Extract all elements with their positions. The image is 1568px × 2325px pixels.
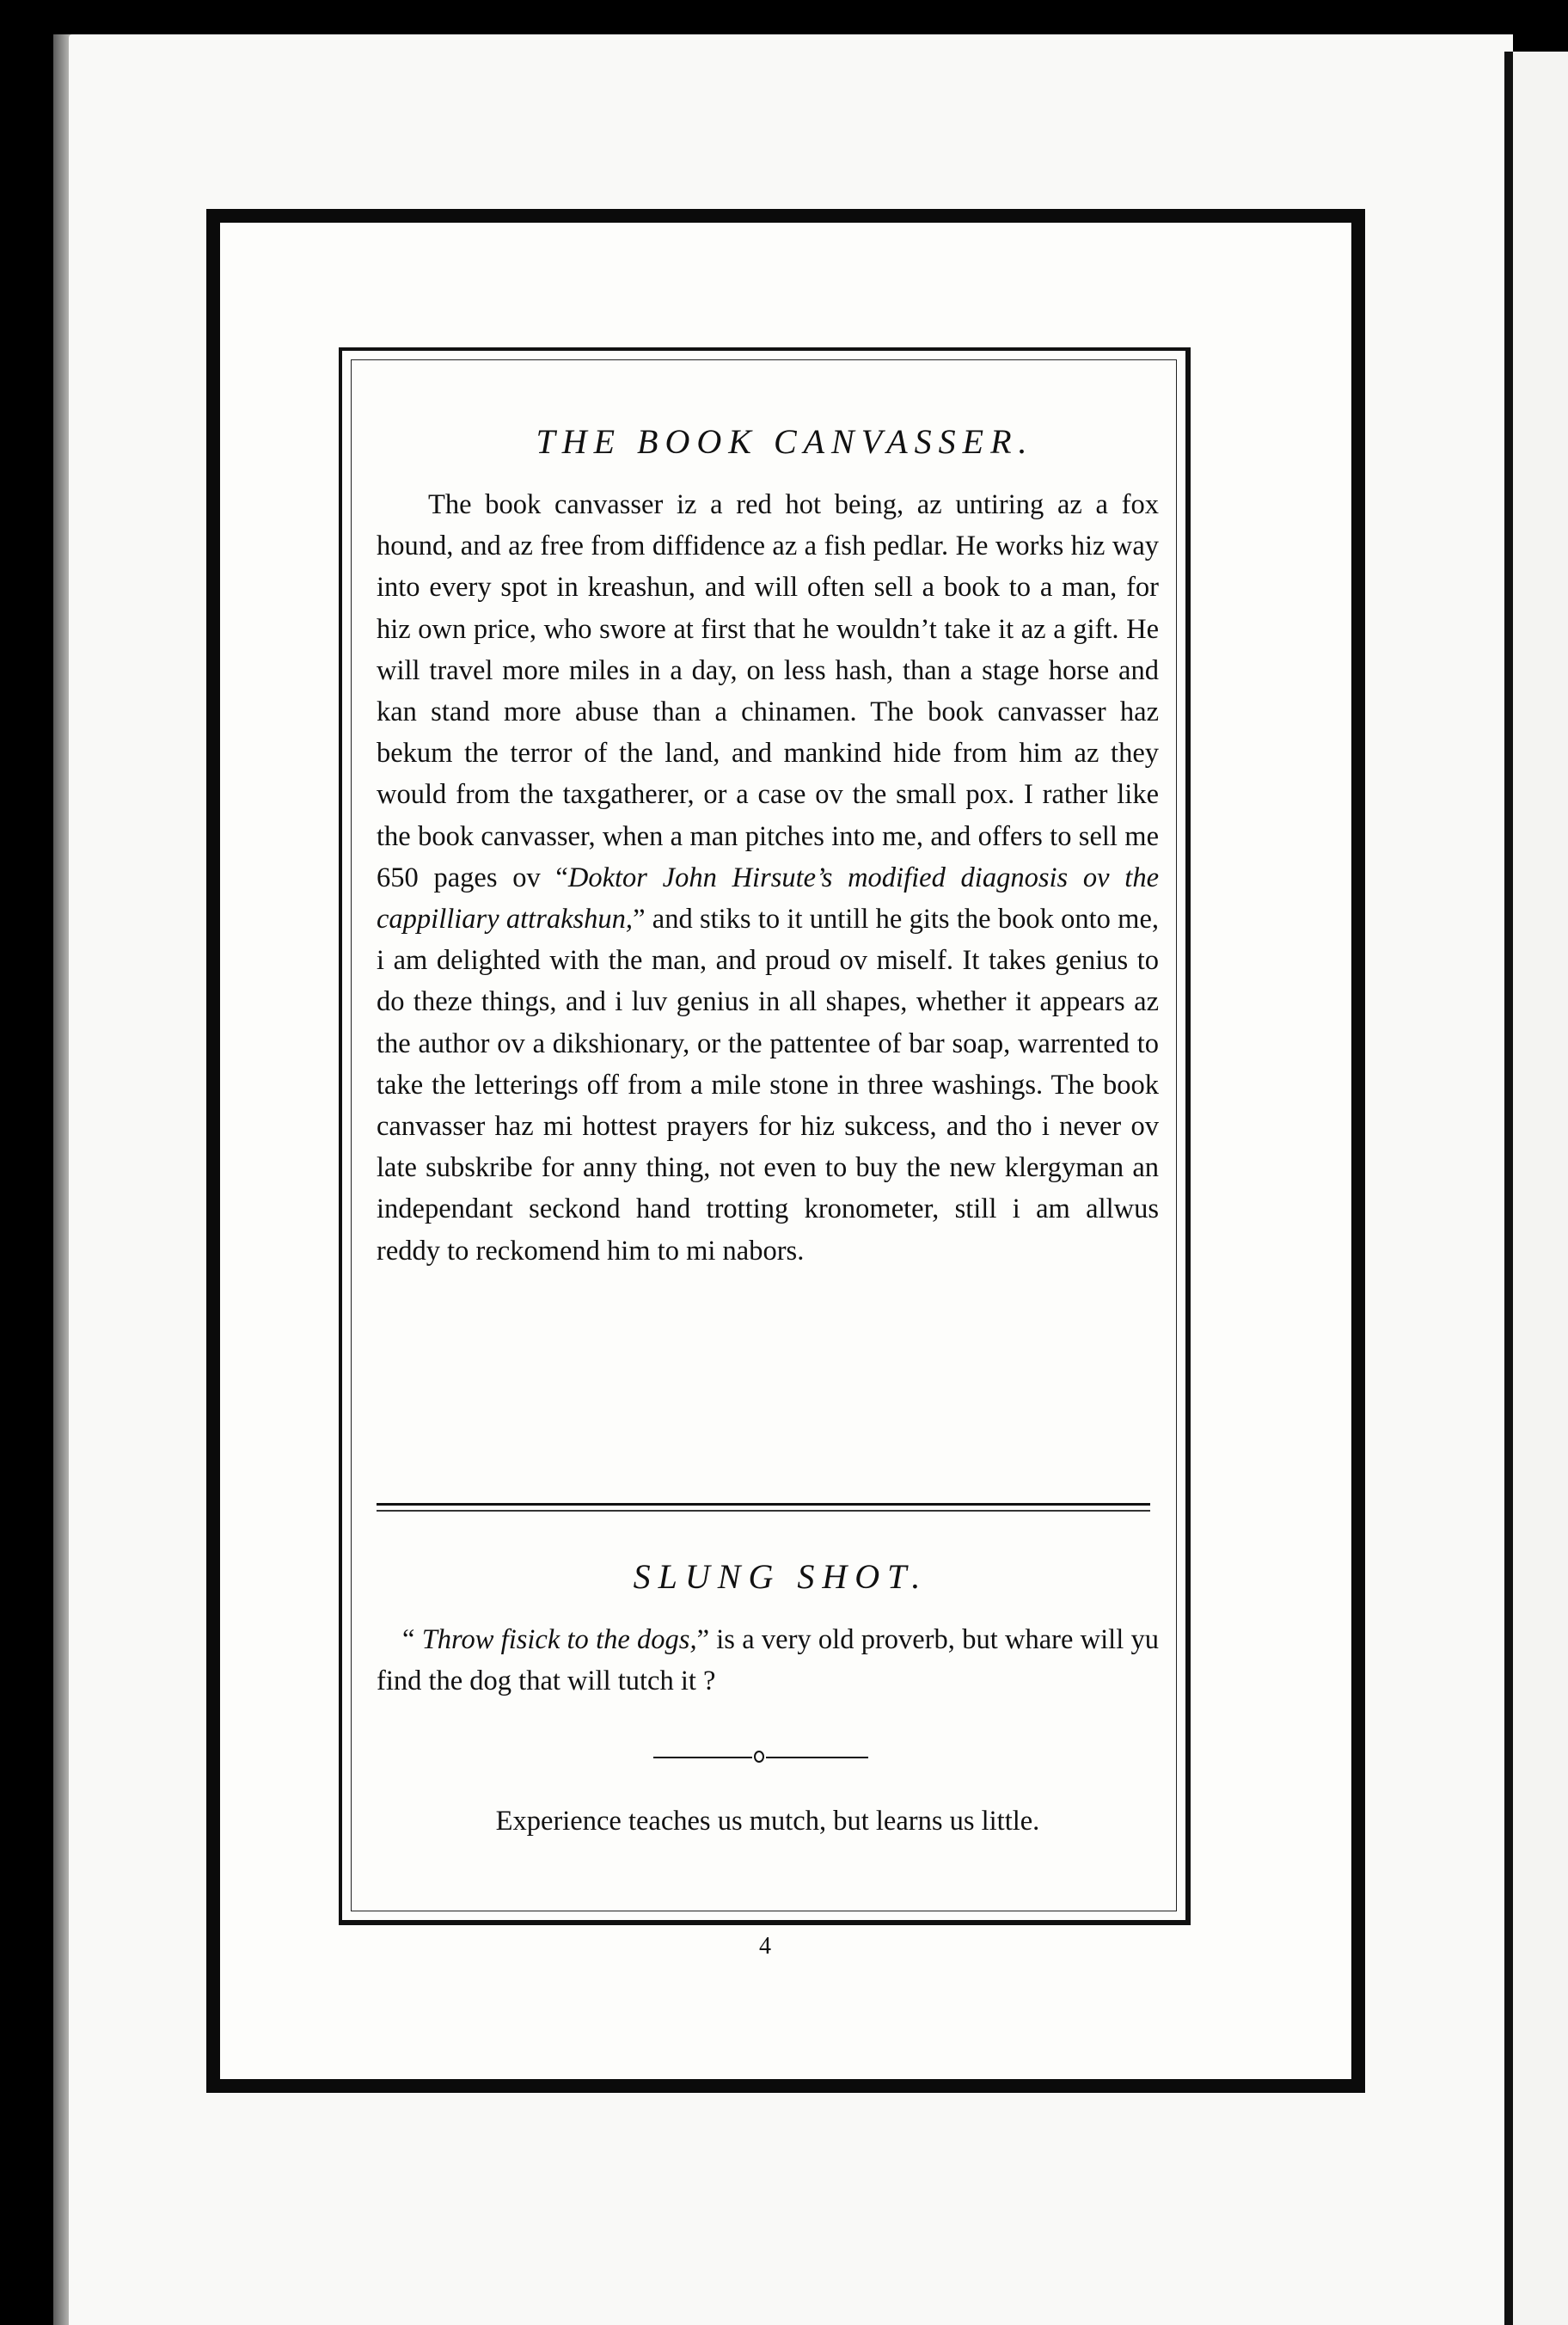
proverb-quote-open: “ — [402, 1624, 422, 1655]
article-book-canvasser — [377, 421, 1159, 1272]
proverb-italic: Throw fisick to the dogs, — [421, 1624, 697, 1655]
closing-aphorism: Experience teaches us mutch, but learns us little. — [495, 1806, 1040, 1837]
article-slung-shot — [377, 1556, 1159, 1702]
article-body — [377, 484, 1159, 1272]
right-page-edge — [1513, 52, 1568, 2325]
ornament-circle-icon — [754, 1751, 764, 1763]
double-rule-divider — [377, 1503, 1150, 1515]
ornament-right-line — [766, 1757, 868, 1758]
article-title: THE BOOK CANVASSER. — [536, 422, 1034, 461]
section-title: SLUNG SHOT. — [633, 1557, 928, 1596]
ornament-rule — [653, 1748, 868, 1769]
book-gutter — [1504, 52, 1513, 2325]
article-body-italic: Doktor John Hirsute’s modified diagnosis ov the cappilliary attrakshun, — [377, 862, 1159, 936]
proverb-rest: ” is a very old proverb, but whare will yu find the dog that will tutch it ? — [377, 1624, 1159, 1696]
article-body-end: ” and stiks to it untill he gits the book onto me, i am delighted with the man, and proud ov miself. It takes genius to do theze things, and i luv genius in all shapes, whether it appears az the author ov a dikshionary, or the pattentee of bar soap, warrented to take the letterings off from a mile stone in three washings. The book canvasser haz mi hottest prayers for hiz sukcess, and tho i never ov late subskribe for anny thing, not even to buy the new klergyman an independant seckond hand trotting kronometer, still i am allwus reddy to reckomend him to mi nabors. — [377, 904, 1159, 1267]
proverb-paragraph — [377, 1619, 1159, 1702]
page-number: 4 — [759, 1933, 771, 1960]
ornament-left-line — [653, 1757, 752, 1758]
divider-thick-rule — [377, 1503, 1150, 1506]
divider-thin-rule — [377, 1510, 1150, 1512]
article-body-start: The book canvasser iz a red hot being, az untiring az a fox hound, and az free from diffidence az a fish pedlar. He works hiz way into every spot in kreashun, and will often sell a book to a man, for hiz own price, who swore at first that he wouldn’t take it az a gift. He will travel more miles in a day, on less hash, than a stage horse and kan stand more abuse than a chinamen. The book canvasser haz bekum the terror of the land, and mankind hide from him az they would from the taxgatherer, or a case ov the small pox. I rather like the book canvasser, when a man pitches into me, and offers to sell me 650 pages ov “ — [377, 489, 1159, 893]
